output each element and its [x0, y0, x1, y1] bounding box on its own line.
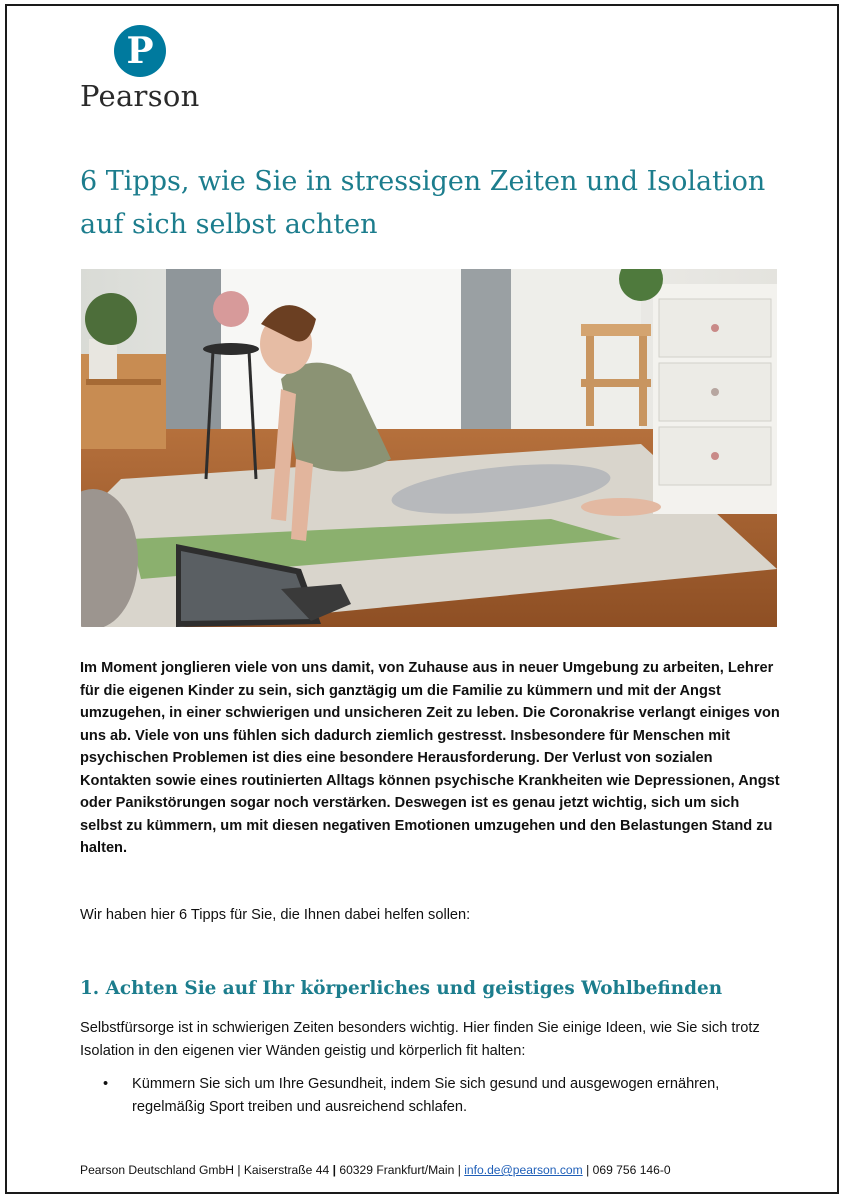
- page-title: 6 Tipps, wie Sie in stressigen Zeiten und Isolation auf sich selbst achten: [80, 166, 766, 240]
- logo-mark: P: [114, 25, 166, 77]
- pearson-logo: [80, 25, 210, 115]
- footer-separator: |: [457, 1163, 461, 1177]
- footer-separator: |: [237, 1163, 241, 1177]
- lead-sentence: Wir haben hier 6 Tipps für Sie, die Ihnen dabei helfen sollen:: [80, 907, 471, 923]
- logo-wordmark: Pearson: [80, 79, 200, 113]
- section-1-bullets: [80, 1073, 780, 1118]
- section-1-paragraph: Selbstfürsorge ist in schwierigen Zeiten besonders wichtig. Hier finden Sie einige Ideen, wie Sie sich trotz Isolation in den eigenen vier Wänden geistig und körperlich fit halten:: [80, 1020, 760, 1059]
- footer-separator: |: [332, 1163, 336, 1177]
- footer-city: 60329 Frankfurt/Main: [339, 1163, 455, 1177]
- footer: [80, 1163, 800, 1177]
- yoga-photo: [81, 269, 777, 627]
- footer-company: Pearson Deutschland GmbH: [80, 1163, 234, 1177]
- section-1-heading: 1. Achten Sie auf Ihr körperliches und geistiges Wohlbefinden: [80, 978, 723, 999]
- bullet-text: Kümmern Sie sich um Ihre Gesundheit, indem Sie sich gesund und ausgewogen ernähren, regelmäßig Sport treiben und ausreichend schlafen.: [132, 1076, 720, 1115]
- bullet-item: [80, 1073, 780, 1118]
- footer-separator: |: [586, 1163, 590, 1177]
- bullet-dot-icon: •: [103, 1076, 109, 1092]
- footer-phone: 069 756 146-0: [592, 1163, 671, 1177]
- footer-street: Kaiserstraße 44: [243, 1163, 330, 1177]
- footer-email-link[interactable]: info.de@pearson.com: [464, 1163, 583, 1177]
- intro-paragraph: Im Moment jonglieren viele von uns damit, von Zuhause aus in neuer Umgebung zu arbeiten, Lehrer für die eigenen Kinder zu sein, sich ganztägig um die Familie zu kümmern und mit der Angst umzugehen, in einer schwierigen und unsicheren Zeit zu leben. Die Coronakrise verlangt einiges von uns ab. Viele von uns fühlen sich dadurch ziemlich gestresst. Insbesondere für Menschen mit psychischen Problemen ist dies eine besondere Herausforderung. Der Verlust von sozialen Kontakten sowie eines routinierten Alltags können psychische Krankheiten wie Depressionen, Angst oder Panikstörungen sogar noch verstärken. Deswegen ist es genau jetzt wichtig, sich um sich selbst zu kümmern, um mit diesen negativen Emotionen umzugehen und den Belastungen Stand zu halten.: [80, 660, 780, 856]
